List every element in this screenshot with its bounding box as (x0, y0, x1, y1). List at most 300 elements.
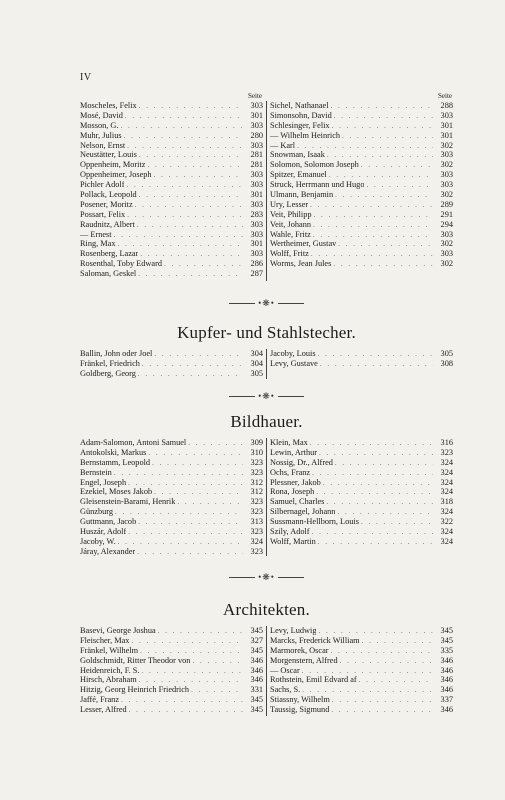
left-column (80, 626, 263, 715)
entry-page: 301 (250, 239, 263, 249)
index-entry (80, 239, 263, 249)
index-entry (80, 666, 263, 676)
entry-page: 303 (250, 170, 263, 180)
entry-name: Neustätter, Louis (80, 150, 137, 160)
entry-name: Solomon, Solomon Joseph (270, 160, 359, 170)
entry-page: 301 (440, 120, 453, 130)
index-entry (80, 190, 263, 200)
entry-name: Jacoby, W. (80, 536, 116, 546)
leader-dots (142, 360, 243, 370)
ornament-glyph: •❋• (258, 572, 275, 583)
entry-name: Taussig, Sigmund (270, 705, 330, 715)
entry-page: 280 (250, 130, 263, 140)
index-entry (270, 497, 453, 507)
leader-dots (318, 350, 433, 360)
entry-name: Sachs, S. (270, 685, 301, 695)
entry-name: Lewin, Arthur (270, 447, 318, 457)
index-entry (270, 468, 453, 478)
entry-name: Levy, Ludwig (270, 626, 317, 635)
index-entry (270, 200, 453, 210)
entry-page: 303 (250, 249, 263, 259)
leader-dots (362, 637, 433, 647)
section-heading: Bildhauer. (230, 412, 303, 431)
entry-page: 323 (440, 447, 453, 457)
entry-page: 327 (250, 635, 263, 645)
section-heading: Kupfer- und Stahlstecher. (177, 323, 356, 342)
entry-name: Ring, Max (80, 239, 116, 249)
entry-page: 287 (250, 269, 263, 279)
leader-dots (121, 122, 244, 132)
entry-name: Bernstein (80, 467, 112, 477)
leader-dots (342, 132, 433, 142)
entry-page: 301 (250, 110, 263, 120)
entry-name: Marcks, Frederick William (270, 635, 360, 645)
index-entry (80, 685, 263, 695)
left-column (80, 349, 263, 379)
entry-name: Oppenheimer, Joseph (80, 170, 152, 180)
entry-name: Szily, Adolf (270, 527, 310, 537)
index-entry (270, 675, 453, 685)
entry-name: Gleisenstein-Barami, Henrik (80, 497, 176, 507)
entry-page: 301 (440, 130, 453, 140)
entry-page: 310 (250, 447, 263, 457)
entry-page: 345 (250, 695, 263, 705)
entry-name: Adam-Salomon, Antoni Samuel (80, 438, 187, 447)
leader-dots (129, 706, 243, 716)
index-entry (270, 458, 453, 468)
index-entry (80, 478, 263, 488)
leader-dots (192, 657, 243, 667)
entry-page: 346 (250, 675, 263, 685)
entry-page: 345 (250, 626, 263, 635)
leader-dots (121, 696, 243, 706)
entry-name: Jacoby, Louis (270, 349, 316, 358)
entry-name: Jaffé, Franz (80, 695, 120, 705)
index-entry (270, 150, 453, 160)
index-entry (80, 527, 263, 537)
index-entry (80, 249, 263, 259)
leader-dots (125, 112, 243, 122)
entry-name: Wertheimer, Gustav (270, 239, 337, 249)
entry-name: Worms, Jean Jules (270, 259, 332, 269)
leader-dots (323, 479, 433, 489)
index-entry (80, 438, 263, 448)
entry-name: Nelson, Ernst (80, 140, 126, 150)
index-entry (80, 487, 263, 497)
entry-name: Wolff, Fritz (270, 249, 309, 259)
left-column (80, 92, 263, 279)
index-entry (270, 131, 453, 141)
section-engravers (80, 323, 453, 381)
leader-dots (314, 211, 434, 221)
entry-page: 312 (250, 477, 263, 487)
entry-name: Marmorek, Oscar (270, 645, 329, 655)
index-entry (270, 141, 453, 151)
entry-name: Snowman, Isaak (270, 150, 325, 160)
entry-name: — Wilhelm Heinrich (270, 130, 341, 140)
entry-name: Günzburg (80, 507, 114, 517)
entry-name: Huszár, Adolf (80, 527, 127, 537)
entry-page: 323 (250, 546, 263, 556)
entry-name: Guttmann, Jacob (80, 517, 137, 527)
entry-name: Lesser, Alfred (80, 705, 127, 715)
entry-name: Járay, Alexander (80, 546, 136, 556)
column-divider (266, 349, 267, 379)
index-entry (80, 101, 263, 111)
entry-page: 281 (250, 150, 263, 160)
leader-dots (158, 627, 243, 637)
entry-page: 346 (250, 655, 263, 665)
leader-dots (335, 191, 433, 201)
index-entry (270, 180, 453, 190)
entry-page: 337 (440, 695, 453, 705)
leader-dots (338, 240, 433, 250)
index-entry (80, 458, 263, 468)
entry-page: 346 (440, 685, 453, 695)
entry-page: 324 (250, 536, 263, 546)
leader-dots (340, 657, 433, 667)
entry-page: 289 (440, 199, 453, 209)
leader-dots (137, 221, 243, 231)
entry-page: 323 (250, 497, 263, 507)
entry-name: Ochs, Franz (270, 467, 311, 477)
entry-page: 323 (250, 457, 263, 467)
leader-dots (366, 181, 433, 191)
entry-page: 308 (440, 358, 453, 368)
leader-dots (191, 686, 243, 696)
leader-dots (177, 498, 243, 508)
ornament-glyph: •❋• (258, 298, 275, 309)
entry-page: 346 (440, 675, 453, 685)
leader-dots (312, 469, 433, 479)
entry-name: Silbernagel, Johann (270, 507, 336, 517)
index-entry (80, 517, 263, 527)
left-column (80, 438, 263, 557)
entry-name: Posener, Moritz (80, 199, 133, 209)
entry-page: 302 (440, 239, 453, 249)
seite-header: Seite (438, 92, 452, 100)
entry-name: Fränkel, Friedrich (80, 358, 140, 368)
index-entry (270, 259, 453, 269)
index-entry (80, 150, 263, 160)
entry-page: 303 (250, 120, 263, 130)
entry-name: Levy, Gustave (270, 358, 318, 368)
entry-name: Rothstein, Emil Edvard af (270, 675, 357, 685)
section-ornament (80, 298, 453, 309)
entry-name: Rosenberg, Lazar (80, 249, 139, 259)
entry-name: Wolff, Martin (270, 536, 316, 546)
entry-page: 288 (440, 101, 453, 110)
index-entry (270, 487, 453, 497)
entry-name: Heidenreich, F. S. (80, 665, 140, 675)
index-entry (80, 497, 263, 507)
entry-page: 318 (440, 497, 453, 507)
entry-page: 324 (440, 507, 453, 517)
index-entry (270, 517, 453, 527)
entry-page: 303 (250, 199, 263, 209)
leader-dots (319, 449, 433, 459)
index-entry (80, 131, 263, 141)
index-entry (270, 111, 453, 121)
index-entry (80, 111, 263, 121)
index-entry (270, 478, 453, 488)
entry-page: 322 (440, 517, 453, 527)
entry-page: 301 (250, 190, 263, 200)
entry-page: 302 (440, 259, 453, 269)
entry-name: Pollack, Leopold (80, 190, 137, 200)
leader-dots (318, 538, 433, 548)
entry-name: Ury, Lesser (270, 199, 309, 209)
entry-name: Saloman, Geskel (80, 269, 137, 279)
leader-dots (313, 221, 433, 231)
entry-name: Klein, Max (270, 438, 308, 447)
index-entry (270, 230, 453, 240)
entry-name: Wahle, Fritz (270, 229, 311, 239)
leader-dots (332, 122, 433, 132)
ornament-glyph: •❋• (258, 391, 275, 402)
section-painters-continued (80, 92, 453, 290)
entry-page: 345 (440, 635, 453, 645)
entry-name: Goldberg, Georg (80, 368, 136, 378)
leader-dots (361, 518, 433, 528)
entry-page: 335 (440, 645, 453, 655)
leader-dots (335, 459, 433, 469)
leader-dots (331, 647, 433, 657)
leader-dots (127, 211, 243, 221)
entry-name: Muhr, Julius (80, 130, 122, 140)
entry-page: 324 (440, 527, 453, 537)
index-entry (270, 537, 453, 547)
leader-dots (128, 528, 243, 538)
entry-name: Hitzig, Georg Heinrich Friedrich (80, 685, 190, 695)
index-entry (270, 705, 453, 715)
leader-dots (359, 676, 433, 686)
index-entry (270, 636, 453, 646)
entry-name: Ulmann, Benjamin (270, 190, 334, 200)
leader-dots (331, 706, 433, 716)
entry-name: — Ernest (80, 229, 112, 239)
leader-dots (139, 102, 243, 112)
entry-page: 324 (440, 536, 453, 546)
section-ornament (80, 391, 453, 402)
right-column (270, 438, 453, 547)
index-entry (270, 656, 453, 666)
entry-name: Veit, Johann (270, 219, 312, 229)
index-entry (80, 537, 263, 547)
index-entry (270, 190, 453, 200)
entry-page: 303 (250, 219, 263, 229)
leader-dots (137, 548, 243, 558)
leader-dots (131, 637, 243, 647)
leader-dots (310, 201, 433, 211)
section-heading: Architekten. (223, 600, 310, 619)
entry-name: Basevi, George Joshua (80, 626, 156, 635)
column-divider (266, 438, 267, 556)
entry-name: Bernstamm, Leopold (80, 457, 151, 467)
entry-name: Samuel, Charles (270, 497, 325, 507)
entry-page: 302 (440, 140, 453, 150)
entry-name: Possart, Felix (80, 209, 126, 219)
leader-dots (154, 350, 243, 360)
index-entry (270, 527, 453, 537)
index-entry (80, 180, 263, 190)
index-columns (80, 349, 453, 381)
index-entry (270, 695, 453, 705)
entry-page: 346 (440, 665, 453, 675)
index-columns (80, 626, 453, 718)
entry-page: 294 (440, 219, 453, 229)
entry-name: Sussmann-Hellborn, Louis (270, 517, 359, 527)
entry-page: 324 (440, 487, 453, 497)
section-sculptors (80, 412, 453, 558)
entry-name: Morgenstern, Alfred (270, 655, 338, 665)
index-columns (80, 92, 453, 290)
entry-name: Rona, Joseph (270, 487, 315, 497)
index-entry (80, 200, 263, 210)
leader-dots (361, 161, 433, 171)
leader-dots (138, 370, 243, 380)
entry-name: Engel, Joseph (80, 477, 127, 487)
entry-name: Nossig, Dr., Alfred (270, 457, 333, 467)
index-entry (80, 656, 263, 666)
leader-dots (139, 191, 243, 201)
entry-name: Sichel, Nathanael (270, 101, 329, 110)
entry-name: Spitzer, Emanuel (270, 170, 327, 180)
entry-name: Stiassny, Wilhelm (270, 695, 330, 705)
entry-name: Simonsohn, David (270, 110, 332, 120)
entry-name: Plessner, Jakob (270, 477, 321, 487)
index-entry (270, 101, 453, 111)
index-entry (270, 220, 453, 230)
entry-name: Veit, Philipp (270, 209, 312, 219)
leader-dots (127, 142, 243, 152)
leader-dots (135, 201, 243, 211)
leader-dots (141, 667, 243, 677)
leader-dots (334, 112, 433, 122)
entry-page: 303 (250, 229, 263, 239)
entry-page: 303 (250, 101, 263, 110)
leader-dots (332, 696, 433, 706)
index-entry (270, 448, 453, 458)
right-column (270, 92, 453, 269)
leader-dots (312, 528, 433, 538)
leader-dots (126, 181, 243, 191)
entry-page: 303 (440, 249, 453, 259)
index-entry (270, 359, 453, 369)
leader-dots (188, 439, 243, 449)
index-entry (270, 121, 453, 131)
entry-page: 345 (250, 645, 263, 655)
entry-page: 324 (440, 477, 453, 487)
entry-name: Antokolski, Markus (80, 447, 147, 457)
index-entry (270, 210, 453, 220)
index-entry (80, 636, 263, 646)
leader-dots (114, 231, 243, 241)
entry-name: Oppenheim, Moritz (80, 160, 146, 170)
entry-name: Mosson, G. (80, 120, 119, 130)
leader-dots (138, 270, 243, 280)
entry-name: Raudnitz, Albert (80, 219, 135, 229)
leader-dots (326, 498, 433, 508)
entry-page: 316 (440, 438, 453, 447)
entry-page: 345 (250, 705, 263, 715)
index-entry (270, 666, 453, 676)
entry-name: Ballin, John oder Joel (80, 349, 153, 358)
index-entry (80, 507, 263, 517)
index-entry (270, 438, 453, 448)
index-entry (270, 626, 453, 636)
entry-page: 324 (440, 457, 453, 467)
entry-page: 302 (440, 160, 453, 170)
index-entry (80, 210, 263, 220)
entry-name: Fränkel, Wilhelm (80, 645, 139, 655)
entry-page: 303 (250, 180, 263, 190)
entry-page: 346 (440, 705, 453, 715)
entry-page: 345 (440, 626, 453, 635)
seite-header: Seite (248, 92, 262, 100)
entry-name: Fleischer, Max (80, 635, 130, 645)
entry-page: 303 (440, 180, 453, 190)
entry-name: Struck, Herrmann und Hugo (270, 180, 365, 190)
entry-page: 346 (250, 665, 263, 675)
index-entry (80, 121, 263, 131)
index-entry (270, 685, 453, 695)
entry-page: 303 (250, 140, 263, 150)
leader-dots (164, 260, 243, 270)
entry-page: 286 (250, 259, 263, 269)
entry-page: 305 (250, 368, 263, 378)
column-divider (266, 626, 267, 716)
entry-page: 324 (440, 467, 453, 477)
index-entry (80, 349, 263, 359)
entry-page: 302 (440, 190, 453, 200)
entry-page: 303 (440, 170, 453, 180)
right-column (270, 626, 453, 715)
leader-dots (310, 439, 433, 449)
leader-dots (147, 161, 243, 171)
entry-name: Hirsch, Abraham (80, 675, 137, 685)
index-entry (80, 230, 263, 240)
index-entry (80, 675, 263, 685)
leader-dots (333, 260, 433, 270)
leader-dots (118, 538, 243, 548)
entry-page: 305 (440, 349, 453, 358)
entry-name: Schlesinger, Felix (270, 120, 330, 130)
leader-dots (148, 449, 243, 459)
entry-page: 323 (250, 507, 263, 517)
index-entry (270, 349, 453, 359)
entry-name: Rosenthal, Toby Edward (80, 259, 162, 269)
index-entry (80, 369, 263, 379)
leader-dots (331, 102, 433, 112)
index-entry (80, 626, 263, 636)
index-entry (80, 259, 263, 269)
leader-dots (114, 469, 243, 479)
index-entry (80, 448, 263, 458)
index-entry (80, 269, 263, 279)
entry-name: Pichler Adolf (80, 180, 125, 190)
index-entry (80, 359, 263, 369)
entry-page: 303 (440, 110, 453, 120)
leader-dots (138, 518, 243, 528)
entry-page: 303 (440, 229, 453, 239)
section-ornament (80, 572, 453, 583)
entry-page: 304 (250, 358, 263, 368)
index-entry (270, 646, 453, 656)
entry-page: 312 (250, 487, 263, 497)
index-entry (80, 547, 263, 557)
index-entry (80, 170, 263, 180)
